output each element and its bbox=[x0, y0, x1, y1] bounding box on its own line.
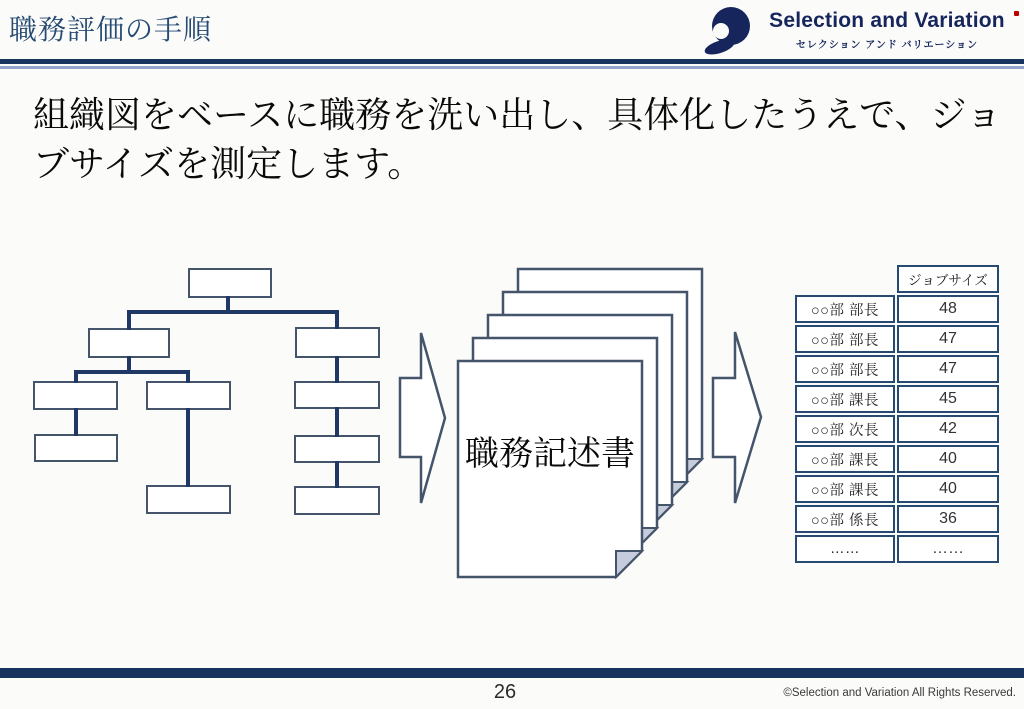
page-number: 26 bbox=[493, 681, 517, 703]
table-header-jobsize: ジョブサイズ bbox=[897, 265, 999, 293]
header-divider-dark bbox=[0, 59, 1024, 64]
footer-divider bbox=[0, 668, 1024, 678]
org-chart-connector bbox=[335, 407, 339, 437]
logo-tagline: セレクション アンド バリエーション bbox=[795, 40, 979, 51]
position-cell: ○○部 部長 bbox=[795, 325, 895, 353]
size-cell: 36 bbox=[897, 505, 999, 533]
position-cell: ○○部 係長 bbox=[795, 505, 895, 533]
table-blank-cell bbox=[795, 265, 895, 293]
position-cell: …… bbox=[795, 535, 895, 563]
copyright: ©Selection and Variation All Rights Reserved. bbox=[783, 687, 1016, 699]
org-chart-connector bbox=[335, 356, 339, 383]
org-chart-connector bbox=[186, 408, 190, 487]
org-chart-box-r5 bbox=[294, 486, 380, 515]
logo-hole-shape bbox=[713, 23, 729, 39]
size-cell: 48 bbox=[897, 295, 999, 323]
org-chart-connector bbox=[74, 372, 78, 383]
org-chart-box-l3-left bbox=[33, 381, 118, 410]
position-cell: ○○部 課長 bbox=[795, 445, 895, 473]
flow-arrow-left-icon bbox=[395, 328, 450, 506]
size-cell: 40 bbox=[897, 475, 999, 503]
logo-mark-icon bbox=[704, 5, 764, 57]
logo-text: Selection and Variation bbox=[769, 9, 1005, 32]
size-cell: …… bbox=[897, 535, 999, 563]
position-cell: ○○部 次長 bbox=[795, 415, 895, 443]
position-cell: ○○部 部長 bbox=[795, 355, 895, 383]
org-chart-connector bbox=[74, 408, 78, 436]
flow-arrow-right-icon bbox=[708, 327, 766, 508]
org-chart-box-l3-right bbox=[294, 381, 380, 409]
org-chart-connector bbox=[127, 312, 131, 330]
position-cell: ○○部 部長 bbox=[795, 295, 895, 323]
size-cell: 47 bbox=[897, 355, 999, 383]
size-cell: 47 bbox=[897, 325, 999, 353]
jobsize-table bbox=[795, 265, 999, 563]
size-cell: 42 bbox=[897, 415, 999, 443]
org-chart-box-l3-mid bbox=[146, 381, 231, 410]
org-chart-connector bbox=[186, 372, 190, 383]
org-chart-box-bottom-mid bbox=[146, 485, 231, 514]
org-chart-connector bbox=[335, 312, 339, 329]
logo-text-block bbox=[760, 9, 1014, 51]
org-chart-box-l2-right bbox=[295, 327, 380, 358]
org-chart-connector bbox=[74, 370, 190, 374]
size-cell: 40 bbox=[897, 445, 999, 473]
org-chart-connector bbox=[127, 310, 339, 314]
lead-text: 組織図をベースに職務を洗い出し、具体化したうえで、ジョブサイズを測定します。 bbox=[33, 94, 1002, 184]
page-title: 職務評価の手順 bbox=[9, 14, 213, 45]
document-stack bbox=[455, 243, 707, 583]
document-label: 職務記述書 bbox=[465, 435, 635, 473]
org-chart-box-l2-left bbox=[88, 328, 170, 358]
position-cell: ○○部 課長 bbox=[795, 385, 895, 413]
header-divider-light bbox=[0, 66, 1024, 69]
org-chart-box-l4-left bbox=[34, 434, 118, 462]
org-chart-connector bbox=[335, 461, 339, 488]
org-chart-box-top bbox=[188, 268, 272, 298]
org-chart-box-r4 bbox=[294, 435, 380, 463]
logo-red-dot-icon bbox=[1014, 11, 1019, 16]
size-cell: 45 bbox=[897, 385, 999, 413]
position-cell: ○○部 課長 bbox=[795, 475, 895, 503]
